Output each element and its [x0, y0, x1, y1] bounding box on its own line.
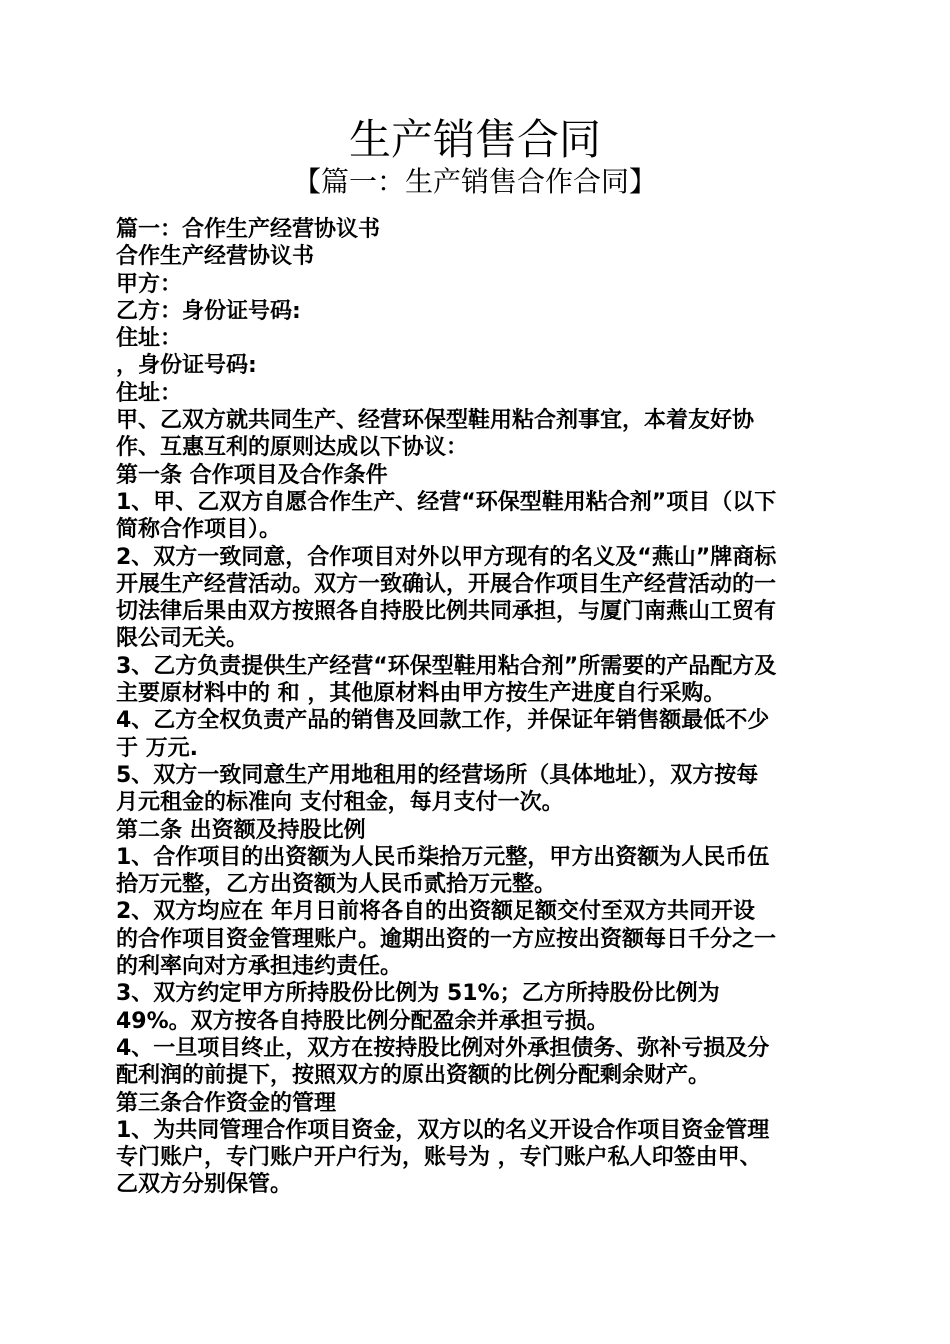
body-line: 第二条 出资额及持股比例 — [116, 817, 366, 843]
body-line: 乙双方分别保管。 — [116, 1172, 293, 1198]
body-line: 主要原材料中的 和 ，其他原材料由甲方按生产进度自行采购。 — [116, 681, 726, 707]
body-line: 1、为共同管理合作项目资金，双方以的名义开设合作项目资金管理 — [116, 1117, 770, 1143]
body-line: 作、互惠互利的原则达成以下协议： — [116, 435, 469, 461]
body-line: 甲、乙双方就共同生产、经营环保型鞋用粘合剂事宜，本着友好协 — [116, 408, 755, 434]
body-line: 于 万元. — [116, 735, 199, 761]
body-line: 第三条合作资金的管理 — [116, 1090, 337, 1116]
body-line: 2、双方一致同意，合作项目对外以甲方现有的名义及“燕山”牌商标 — [116, 544, 777, 570]
body-line: 的利率向对方承担违约责任。 — [116, 954, 403, 980]
body-line: 的合作项目资金管理账户。逾期出资的一方应按出资额每日千分之一 — [116, 926, 777, 952]
body-line: 篇一：合作生产经营协议书 — [116, 217, 381, 242]
body-line: 合作生产经营协议书 — [116, 244, 315, 270]
body-line: ，身份证号码: — [116, 353, 257, 379]
body-line: 拾万元整，乙方出资额为人民币贰拾万元整。 — [116, 872, 557, 898]
body-line: 月元租金的标准向 支付租金，每月支付一次。 — [116, 790, 564, 816]
body-line: 专门账户，专门账户开户行为，账号为 ，专门账户私人印签由甲、 — [116, 1145, 762, 1171]
body-line: 住址： — [116, 380, 183, 406]
body-line: 配利润的前提下，按照双方的原出资额的比例分配剩余财产。 — [116, 1063, 711, 1089]
body-line: 1、甲、乙双方自愿合作生产、经营“环保型鞋用粘合剂”项目（以下 — [116, 489, 777, 515]
body-line: 5、双方一致同意生产用地租用的经营场所（具体地址），双方按每 — [116, 762, 759, 788]
body-line: 2、双方均应在 年月日前将各自的出资额足额交付至双方共同开设 — [116, 899, 755, 925]
document-subtitle: 【篇一：生产销售合作合同】 — [292, 165, 657, 198]
document-title: 生产销售合同 — [348, 115, 601, 164]
body-line: 4、一旦项目终止，双方在按持股比例对外承担债务、弥补亏损及分 — [116, 1035, 770, 1061]
body-line: 乙方：身份证号码: — [116, 298, 301, 324]
body-line: 限公司无关。 — [116, 626, 249, 652]
body-line: 甲方： — [116, 271, 183, 297]
body-line: 第一条 合作项目及合作条件 — [116, 462, 388, 488]
document-body — [116, 216, 836, 1199]
body-line: 简称合作项目）。 — [116, 517, 282, 543]
body-line: 3、双方约定甲方所持股份比例为 51%；乙方所持股份比例为 — [116, 981, 720, 1007]
body-line: 切法律后果由双方按照各自持股比例共同承担，与厦门南燕山工贸有 — [116, 599, 777, 625]
body-line: 49%。双方按各自持股比例分配盈余并承担亏损。 — [116, 1008, 609, 1034]
body-line: 4、乙方全权负责产品的销售及回款工作，并保证年销售额最低不少 — [116, 708, 770, 734]
body-line: 住址： — [116, 326, 183, 352]
body-line: 3、乙方负责提供生产经营“环保型鞋用粘合剂”所需要的产品配方及 — [116, 653, 777, 679]
body-line: 1、合作项目的出资额为人民币柒拾万元整，甲方出资额为人民币伍 — [116, 844, 770, 870]
body-line: 开展生产经营活动。双方一致确认，开展合作项目生产经营活动的一 — [116, 571, 777, 597]
